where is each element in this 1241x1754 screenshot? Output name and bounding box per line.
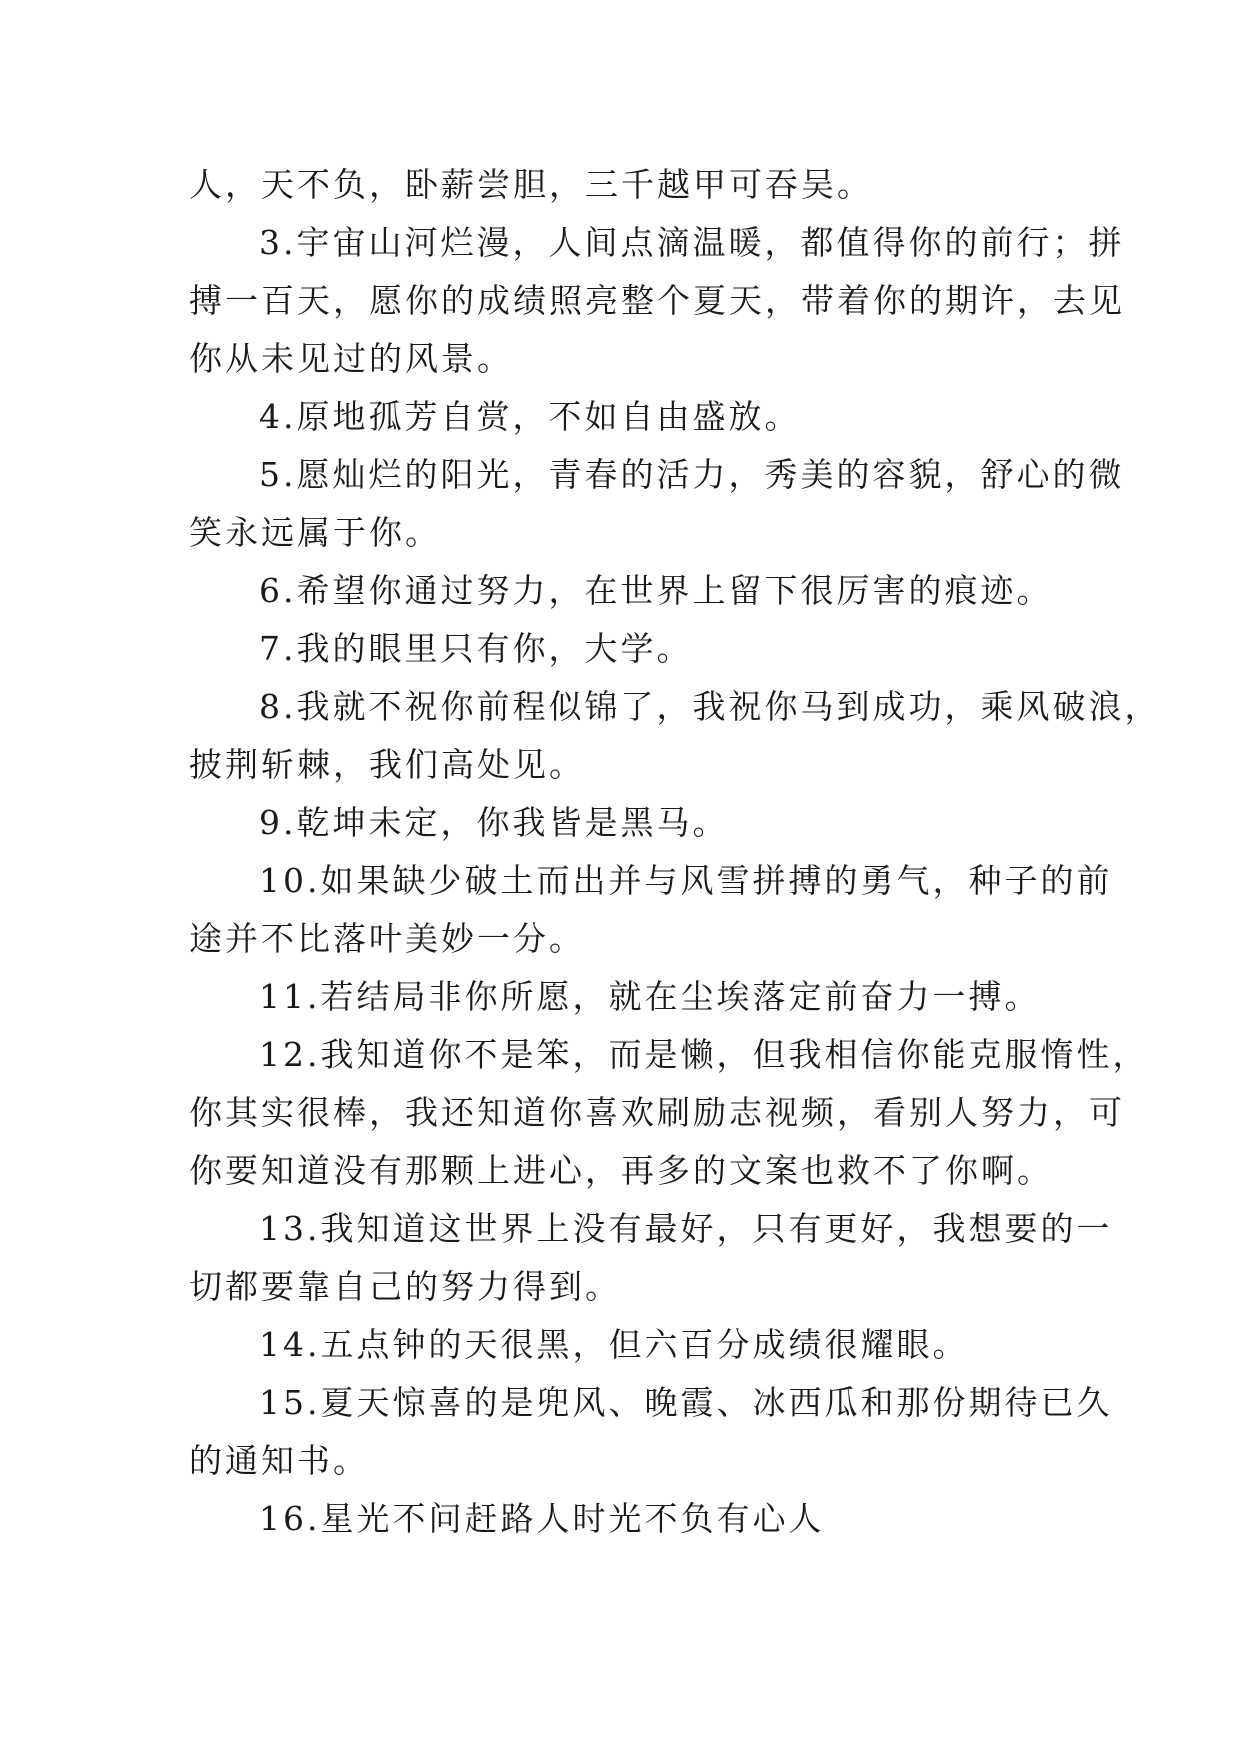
document-body: [189, 156, 1161, 1548]
text-line: 途并不比落叶美妙一分。: [189, 919, 585, 958]
text-line: 8.我就不祝你前程似锦了，我祝你马到成功，乘风破浪，: [259, 687, 1161, 726]
text-line: 6.希望你通过努力，在世界上留下很厉害的痕迹。: [259, 571, 1053, 610]
text-line: 披荆斩棘，我们高处见。: [189, 745, 585, 784]
text-line: 5.愿灿烂的阳光，青春的活力，秀美的容貌，舒心的微: [259, 455, 1125, 494]
text-line: 你从未见过的风景。: [189, 339, 513, 378]
text-line: 笑永远属于你。: [189, 513, 441, 552]
text-line: 人，天不负，卧薪尝胆，三千越甲可吞吴。: [189, 165, 873, 204]
text-line: 9.乾坤未定，你我皆是黑马。: [259, 803, 729, 842]
text-line: 15.夏天惊喜的是兜风、晚霞、冰西瓜和那份期待已久: [259, 1383, 1113, 1422]
text-line: 11.若结局非你所愿，就在尘埃落定前奋力一搏。: [259, 977, 1041, 1016]
text-line: 14.五点钟的天很黑，但六百分成绩很耀眼。: [259, 1325, 969, 1364]
text-line: 切都要靠自己的努力得到。: [189, 1267, 621, 1306]
text-line: 4.原地孤芳自赏，不如自由盛放。: [259, 397, 801, 436]
text-line: 3.宇宙山河烂漫，人间点滴温暖，都值得你的前行；拼: [259, 223, 1125, 262]
text-line: 12.我知道你不是笨，而是懒，但我相信你能克服惰性，: [259, 1035, 1149, 1074]
text-line: 16.星光不问赶路人时光不负有心人: [259, 1499, 825, 1538]
text-line: 搏一百天，愿你的成绩照亮整个夏天，带着你的期许，去见: [189, 281, 1125, 320]
text-line: 你要知道没有那颗上进心，再多的文案也救不了你啊。: [189, 1151, 1053, 1190]
text-line: 你其实很棒，我还知道你喜欢刷励志视频，看别人努力，可: [189, 1093, 1125, 1132]
text-line: 7.我的眼里只有你，大学。: [259, 629, 693, 668]
text-line: 13.我知道这世界上没有最好，只有更好，我想要的一: [259, 1209, 1113, 1248]
text-line: 的通知书。: [189, 1441, 369, 1480]
text-line: 10.如果缺少破土而出并与风雪拼搏的勇气，种子的前: [259, 861, 1113, 900]
